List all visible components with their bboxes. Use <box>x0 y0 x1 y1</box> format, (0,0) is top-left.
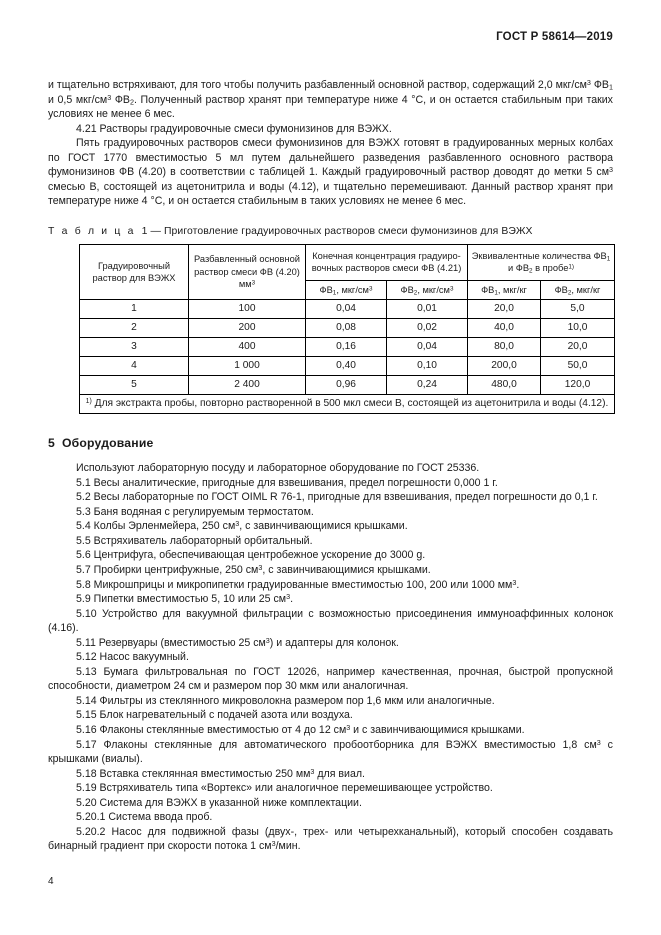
cell-fb1-mass: 200,0 <box>468 357 541 376</box>
clause-5-4-seg1: 5.4 Колбы Эрленмейера, 250 см <box>76 520 236 533</box>
table-caption-label: Т а б л и ц а <box>48 225 136 237</box>
clause-5-20: 5.20 Система для ВЭЖХ в указанной ниже комплектации. <box>76 796 362 809</box>
paragraph-calibration-prep <box>48 136 613 209</box>
clause-5-17-sup: 3 <box>596 737 601 747</box>
clause-5-20-2-seg2: /мин. <box>275 840 301 853</box>
clause-5-7-seg1: 5.7 Пробирки центрифужные, 250 см <box>76 563 259 576</box>
page-number: 4 <box>48 876 54 887</box>
clause-5-9-sup: 3 <box>286 592 291 602</box>
clause-5-4 <box>48 519 613 534</box>
clause-5-11-sup: 3 <box>265 635 270 645</box>
fb2-conc-unit: , мкг/см <box>417 284 450 295</box>
footnote-text: Для экстракта пробы, повторно растворенной в 500 мкл смеси В, состоящей из ацетонитрила и воды (4.12). <box>94 397 609 409</box>
table-row <box>80 338 615 357</box>
cell-fb1-mass: 480,0 <box>468 376 541 395</box>
fb2-conc-base: ФВ <box>400 284 414 295</box>
cell-solution-no: 1 <box>80 300 189 319</box>
clause-5-20-2 <box>48 825 613 854</box>
clause-5-7-seg2: , с завинчивающимися крышками. <box>262 563 431 576</box>
cell-stock-volume: 100 <box>189 300 306 319</box>
para3-seg1: Пять градуировочных растворов смеси фумонизинов для ВЭЖХ готовят в градуированных мерных колбах по ГОСТ 1770 вместимостью 5 мл путем дальнейшего разведения разбавленного основного раствора фумонизинов ФВ (4.20) в соответствии с таблицей 1. Каждый градуировочный раствор доводят до метки 5 см <box>48 137 613 179</box>
cell-fb1-mass: 20,0 <box>468 300 541 319</box>
header-cell-fb2-mass <box>541 280 615 299</box>
clause-5-8-sup: 3 <box>512 577 517 587</box>
clause-5-2: 5.2 Весы лабораторные по ГОСТ OIML R 76-1, пригодные для взвешивания, предел погрешности до 0,1 г. <box>76 491 598 504</box>
fb2-mass-sub: 2 <box>567 289 572 297</box>
clause-5-11-seg2: ) и адаптеры для колонок. <box>269 636 399 649</box>
para3-seg2: смесью В, состоящей из ацетонитрила и воды (4.12), и тщательно перемешивают. Данный раствор хранят при температуре ниже 4 °С, и он остается стабильным в таких условиях не менее 6 мес. <box>48 180 613 208</box>
cell-stock-volume: 1 000 <box>189 357 306 376</box>
cell-fb2-mass: 10,0 <box>541 319 615 338</box>
group2-line2: и ФВ <box>507 263 530 274</box>
fb1-conc-base: ФВ <box>319 284 333 295</box>
table-row <box>80 300 615 319</box>
calibration-table <box>79 244 615 414</box>
table-row <box>80 376 615 395</box>
table-footnote <box>80 395 615 414</box>
group2-line2-tail: в пробе <box>532 263 569 274</box>
clause-5-18-seg2: для виал. <box>314 767 365 780</box>
col2-line1: Разбавленный основной <box>193 254 300 265</box>
clause-4-21: 4.21 Растворы градуировочные смеси фумонизинов для ВЭЖХ. <box>76 122 392 135</box>
paragraph-continuation <box>48 78 613 122</box>
content-column <box>48 78 613 854</box>
para1-seg5: . Полученный раствор хранят при температуре ниже 4 °С, и он остается стабильным при таких условиях не менее 6 мес. <box>48 93 613 121</box>
table-header-row-1 <box>80 244 615 280</box>
para1-sub1: 1 <box>608 82 613 92</box>
para1-sub2: 2 <box>129 97 134 107</box>
clause-5-6: 5.6 Центрифуга, обеспечивающая центробежное ускорение до 3000 g. <box>76 549 426 562</box>
header-cell-diluted-stock <box>189 244 306 299</box>
para1-seg2: ФВ <box>590 79 609 91</box>
cell-fb2-conc: 0,02 <box>387 319 468 338</box>
header-group-equivalent-amounts <box>468 244 615 280</box>
table-row <box>80 319 615 338</box>
fb2-mass-base: ФВ <box>554 284 568 295</box>
section-heading-equipment <box>48 436 613 450</box>
footnote-marker: 1) <box>85 398 92 406</box>
para1-seg3: и 0,5 мкг/см <box>48 93 108 106</box>
group2-line1-sub: 1 <box>606 255 611 263</box>
para1-seg1: и тщательно встряхивают, для того чтобы получить разбавленный основной раствор, содержащий 2,0 мкг/см <box>48 79 587 91</box>
clause-5-5: 5.5 Встряхиватель лабораторный орбитальный. <box>76 534 313 547</box>
table-caption-text: Приготовление градуировочных растворов смеси фумонизинов для ВЭЖХ <box>163 225 533 237</box>
clause-5-3: 5.3 Баня водяная с регулируемым термостатом. <box>76 505 314 518</box>
group2-footnote-ref: 1) <box>568 263 575 271</box>
fb1-conc-sub: 1 <box>332 289 337 297</box>
clause-5-17 <box>48 738 613 767</box>
cell-solution-no: 5 <box>80 376 189 395</box>
clause-5-16-seg2: и с завинчивающимися крышками. <box>350 723 525 736</box>
col2-line3-sup: 3 <box>251 279 256 287</box>
para3-sup1: 3 <box>609 165 613 175</box>
para1-sup2: 3 <box>107 92 112 102</box>
clause-5-13: 5.13 Бумага фильтровальная по ГОСТ 12026, например качественная, прочная, быстрой пропускной способности, диаметром 24 см и размером пор 30 мкм или аналогичная. <box>48 665 613 693</box>
cell-fb1-mass: 80,0 <box>468 338 541 357</box>
fb2-conc-sup: 3 <box>449 285 454 293</box>
header-group-final-concentration <box>306 244 468 280</box>
cell-fb1-conc: 0,04 <box>306 300 387 319</box>
group1-line1: Конечная концентрация градуиро- <box>312 250 461 261</box>
col2-line3: мм <box>238 279 252 290</box>
clause-5-20-1: 5.20.1 Система ввода проб. <box>76 811 213 824</box>
clause-5-8 <box>48 578 613 593</box>
cell-solution-no: 3 <box>80 338 189 357</box>
clause-5-18-seg1: 5.18 Вставка стеклянная вместимостью 250 мм <box>76 767 311 780</box>
header-cell-fb2-concentration <box>387 280 468 299</box>
cell-solution-no: 2 <box>80 319 189 338</box>
clause-5-17-seg2: с крышками (виалы). <box>48 738 613 766</box>
clause-5-20-2-seg1: 5.20.2 Насос для подвижной фазы (двух-, трех- или четырехканальный), который способен создавать бинарный градиент при скорости потока 1 см <box>48 825 613 853</box>
cell-fb1-conc: 0,08 <box>306 319 387 338</box>
header-cell-fb1-mass <box>468 280 541 299</box>
clause-5-17-seg1: 5.17 Флаконы стеклянные для автоматического пробоотборника для ВЭЖХ вместимостью 1,8 см <box>76 738 597 751</box>
cell-fb2-mass: 50,0 <box>541 357 615 376</box>
clause-5-16-sup: 3 <box>346 722 351 732</box>
fb1-conc-unit: , мкг/см <box>336 284 369 295</box>
table-head <box>80 244 615 299</box>
clause-5-4-seg2: , с завинчивающимися крышками. <box>239 520 408 533</box>
table-caption-dash: — <box>150 225 161 237</box>
cell-fb2-mass: 120,0 <box>541 376 615 395</box>
cell-fb1-conc: 0,16 <box>306 338 387 357</box>
clause-5-20-2-sup: 3 <box>271 839 276 849</box>
clause-5-19: 5.19 Встряхиватель типа «Вортекс» или аналогичное перемешивающее устройство. <box>76 782 493 795</box>
clause-5-16-seg1: 5.16 Флаконы стеклянные вместимостью от 4 до 12 см <box>76 723 347 736</box>
cell-fb1-conc: 0,96 <box>306 376 387 395</box>
clause-5-8-seg1: 5.8 Микрошприцы и микропипетки градуированные вместимостью 100, 200 или 1000 мм <box>76 578 513 591</box>
section5-intro: Используют лабораторную посуду и лабораторное оборудование по ГОСТ 25336. <box>76 462 480 475</box>
clause-5-8-seg2: . <box>516 578 520 591</box>
cell-fb2-mass: 20,0 <box>541 338 615 357</box>
clause-5-7-sup: 3 <box>258 562 263 572</box>
clause-5-1: 5.1 Весы аналитические, пригодные для взвешивания, предел погрешности 0,000 1 г. <box>76 476 498 489</box>
table-body <box>80 300 615 414</box>
fb1-mass-base: ФВ <box>481 284 495 295</box>
para1-seg4: ФВ <box>111 93 130 106</box>
col2-line2: раствор смеси ФВ (4.20) <box>194 266 300 277</box>
para1-sup1: 3 <box>586 77 591 87</box>
fb1-conc-sup: 3 <box>368 285 373 293</box>
table-row <box>80 357 615 376</box>
clause-5-9-seg2: . <box>290 593 294 606</box>
section-title: Оборудование <box>61 436 154 451</box>
group2-line2-sub: 2 <box>529 267 533 275</box>
table-caption-number: 1 <box>141 225 148 237</box>
cell-solution-no: 4 <box>80 357 189 376</box>
clause-5-11 <box>48 636 613 651</box>
clause-5-11-seg1: 5.11 Резервуары (вместимостью 25 см <box>76 636 266 649</box>
fb2-mass-unit: , мкг/кг <box>571 284 601 295</box>
clause-5-14: 5.14 Фильтры из стеклянного микроволокна размером пор 1,6 мкм или аналогичные. <box>76 694 495 707</box>
cell-stock-volume: 400 <box>189 338 306 357</box>
cell-fb2-mass: 5,0 <box>541 300 615 319</box>
running-head: ГОСТ Р 58614—2019 <box>496 31 613 43</box>
clause-5-7 <box>48 563 613 578</box>
clause-5-15: 5.15 Блок нагревательный с подачей азота или воздуха. <box>76 709 353 722</box>
header-cell-calibration-solution: Градуировочный раствор для ВЭЖХ <box>80 244 189 299</box>
clause-5-16 <box>48 723 613 738</box>
fb1-mass-unit: , мкг/кг <box>497 284 527 295</box>
clause-5-9 <box>48 592 613 607</box>
section-number: 5 <box>48 436 55 451</box>
fb2-conc-sub: 2 <box>413 289 418 297</box>
fb1-mass-sub: 1 <box>494 289 498 297</box>
table-caption <box>48 226 613 237</box>
cell-fb1-conc: 0,40 <box>306 357 387 376</box>
clause-5-18 <box>48 767 613 782</box>
cell-fb2-conc: 0,10 <box>387 357 468 376</box>
cell-stock-volume: 2 400 <box>189 376 306 395</box>
cell-fb2-conc: 0,01 <box>387 300 468 319</box>
cell-fb2-conc: 0,04 <box>387 338 468 357</box>
cell-fb1-mass: 40,0 <box>468 319 541 338</box>
clause-5-10: 5.10 Устройство для вакуумной фильтрации с возможностью присоединения иммуноаффинных колонок (4.16). <box>48 607 613 635</box>
clause-5-12: 5.12 Насос вакуумный. <box>76 651 189 664</box>
header-cell-fb1-concentration <box>306 280 387 299</box>
clause-5-9-seg1: 5.9 Пипетки вместимостью 5, 10 или 25 см <box>76 593 287 606</box>
cell-fb2-conc: 0,24 <box>387 376 468 395</box>
clause-5-18-sup: 3 <box>310 766 315 776</box>
cell-stock-volume: 200 <box>189 319 306 338</box>
group2-line1: Эквивалентные количества ФВ <box>471 250 607 261</box>
group1-line2: вочных растворов смеси ФВ (4.21) <box>311 263 462 274</box>
clause-5-4-sup: 3 <box>235 519 240 529</box>
table-footnote-row <box>80 395 615 414</box>
